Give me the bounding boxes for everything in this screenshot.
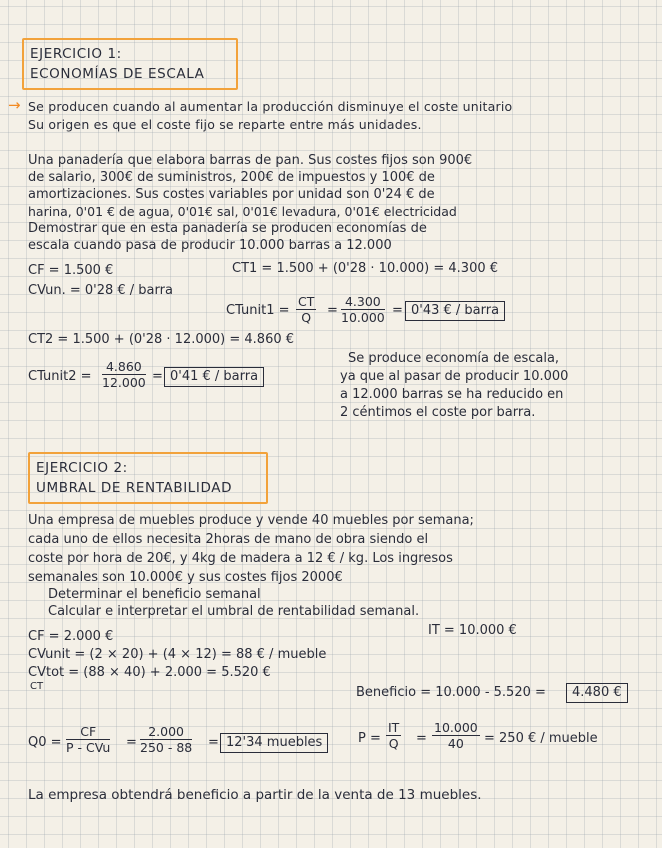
unit-cost-1-fraction (296, 294, 316, 325)
conclusion-line: ya que al pasar de producir 10.000 (340, 369, 569, 384)
exercise-1-title: EJERCICIO 1: (30, 46, 122, 62)
fixed-cost: CF = 2.000 € (28, 629, 114, 644)
exercise-2-subtitle: UMBRAL DE RENTABILIDAD (36, 480, 233, 496)
variable-cost-total: CVtot = (88 × 40) + 2.000 = 5.520 € (28, 665, 271, 680)
fixed-cost: CF = 1.500 € (28, 263, 114, 278)
statement-line: Una empresa de muebles produce y vende 40 muebles por semana; (28, 513, 474, 528)
unit-cost-1-label: CTunit1 = (226, 303, 290, 318)
fraction-denominator: P - CVu (66, 740, 111, 755)
conclusion-line: 2 céntimos el coste por barra. (340, 405, 536, 420)
price-formula (386, 720, 401, 751)
unit-cost-2-fraction (102, 359, 146, 390)
total-cost-1: CT1 = 1.500 + (0'28 · 10.000) = 4.300 € (232, 261, 499, 276)
price-label: P = (358, 731, 381, 746)
equals-sign: = (152, 369, 163, 384)
fraction-numerator: CT (298, 294, 315, 309)
exercise-1-title-box (22, 38, 238, 90)
fraction-numerator: 10.000 (434, 720, 478, 735)
fraction-numerator: 4.300 (341, 294, 385, 310)
total-cost-2: CT2 = 1.500 + (0'28 · 12.000) = 4.860 € (28, 332, 295, 347)
break-even-values (140, 724, 192, 755)
price-values (432, 720, 480, 751)
definition-line-1: Se producen cuando al aumentar la producción disminuye el coste unitario (28, 99, 513, 114)
statement-line: escala cuando pasa de producir 10.000 barras a 12.000 (28, 238, 392, 253)
fraction-denominator: 12.000 (102, 375, 146, 390)
profit-calculation: Beneficio = 10.000 - 5.520 = (356, 685, 546, 700)
definition-line-2: Su origen es que el coste fijo se reparte entre más unidades. (28, 117, 422, 132)
unit-cost-2-label: CTunit2 = (28, 369, 92, 384)
unit-cost-2-result: 0'41 € / barra (164, 367, 264, 387)
exercise-2-conclusion: La empresa obtendrá beneficio a partir de la venta de 13 muebles. (28, 787, 482, 803)
exercise-2-title-box (28, 452, 268, 504)
equals-sign: = (416, 731, 427, 746)
price-result: = 250 € / mueble (484, 731, 598, 746)
task-1: Determinar el beneficio semanal (48, 587, 261, 602)
total-revenue: IT = 10.000 € (428, 623, 517, 638)
total-cost-note: CT (30, 681, 44, 692)
profit-result: 4.480 € (566, 683, 628, 703)
unit-cost-1-values (341, 294, 385, 325)
statement-line: semanales son 10.000€ y sus costes fijos 2000€ (28, 570, 343, 585)
variable-cost-unit: CVun. = 0'28 € / barra (28, 283, 173, 298)
fraction-denominator: Q (301, 310, 312, 325)
conclusion-line: a 12.000 barras se ha reducido en (340, 387, 564, 402)
fraction-numerator: CF (66, 724, 110, 740)
task-2: Calcular e interpretar el umbral de rentabilidad semanal. (48, 604, 420, 619)
fraction-denominator: 250 - 88 (140, 740, 193, 755)
fraction-numerator: IT (388, 720, 400, 735)
equals-sign: = (126, 735, 137, 750)
exercise-1-subtitle: ECONOMÍAS DE ESCALA (30, 66, 205, 82)
fraction-denominator: 10.000 (341, 310, 385, 325)
exercise-2-title: EJERCICIO 2: (36, 460, 128, 476)
unit-cost-1-result: 0'43 € / barra (405, 301, 505, 321)
break-even-result: 12'34 muebles (220, 733, 328, 753)
arrow-icon: → (8, 96, 21, 114)
equals-sign: = (392, 303, 403, 318)
statement-line: Demostrar que en esta panadería se producen economías de (28, 221, 427, 236)
variable-cost-unit: CVunit = (2 × 20) + (4 × 12) = 88 € / mueble (28, 647, 327, 662)
fraction-numerator: 2.000 (140, 724, 192, 740)
fraction-denominator: 40 (447, 736, 464, 751)
fraction-numerator: 4.860 (102, 359, 146, 375)
break-even-formula (66, 724, 110, 755)
statement-line: harina, 0'01 € de agua, 0'01€ sal, 0'01€ levadura, 0'01€ electricidad (28, 204, 457, 219)
statement-line: amortizaciones. Sus costes variables por unidad son 0'24 € de (28, 187, 435, 202)
equals-sign: = (327, 303, 338, 318)
statement-line: coste por hora de 20€, y 4kg de madera a 12 € / kg. Los ingresos (28, 551, 453, 566)
conclusion-line: Se produce economía de escala, (348, 351, 560, 366)
statement-line: Una panadería que elabora barras de pan. Sus costes fijos son 900€ (28, 153, 473, 168)
break-even-label: Q0 = (28, 735, 62, 750)
statement-line: de salario, 300€ de suministros, 200€ de impuestos y 100€ de (28, 170, 435, 185)
statement-line: cada uno de ellos necesita 2horas de mano de obra siendo el (28, 532, 429, 547)
fraction-denominator: Q (388, 736, 399, 751)
equals-sign: = (208, 735, 219, 750)
